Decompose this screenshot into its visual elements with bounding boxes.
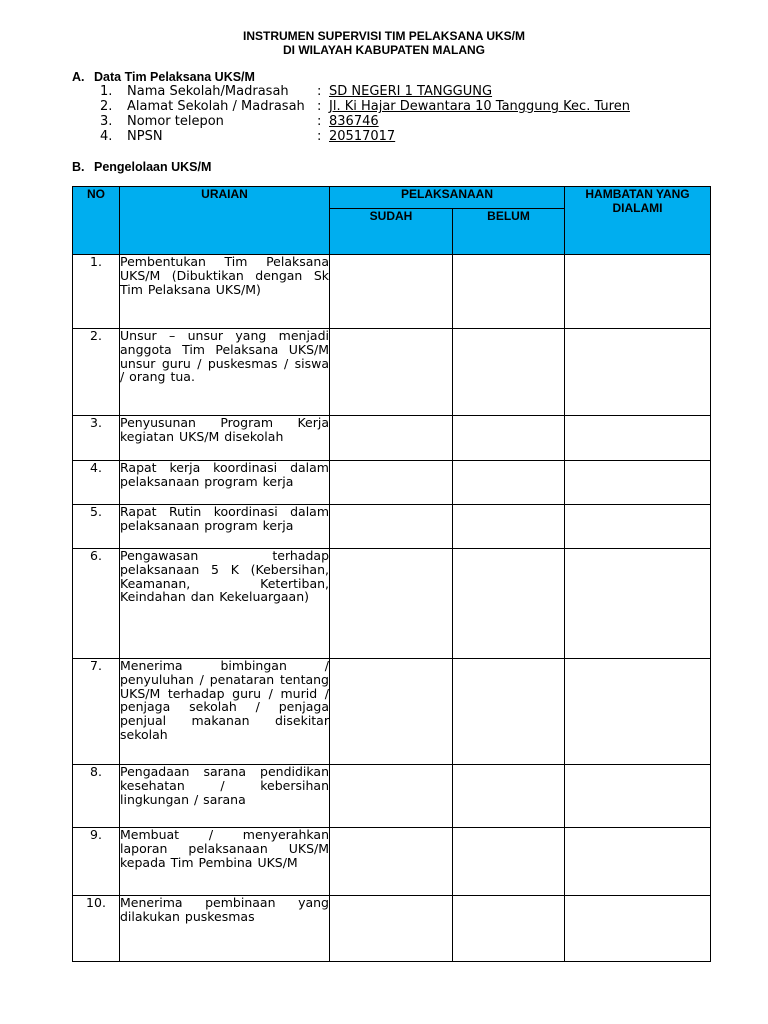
header-no: NO: [73, 187, 120, 255]
info-label: Alamat Sekolah / Madrasah: [127, 99, 305, 114]
cell-hambatan[interactable]: [565, 461, 711, 505]
section-b-letter: B.: [72, 160, 85, 174]
row-number: 10.: [73, 896, 120, 962]
row-description: Pengawasan terhadap pelaksanaan 5 K (Kebersihan, Keamanan, Ketertiban, Keindahan dan Kekeluargaan): [120, 549, 330, 659]
header-belum: BELUM: [453, 209, 565, 255]
row-number: 4.: [73, 461, 120, 505]
row-description: Pembentukan Tim Pelaksana UKS/M (Dibuktikan dengan Sk Tim Pelaksana UKS/M): [120, 255, 330, 329]
table-row: [73, 255, 711, 329]
table-row: [73, 505, 711, 549]
info-label: Nomor telepon: [127, 114, 224, 129]
section-a-title: Data Tim Pelaksana UKS/M: [94, 70, 255, 84]
row-number: 7.: [73, 659, 120, 765]
cell-hambatan[interactable]: [565, 329, 711, 416]
row-description: Rapat kerja koordinasi dalam pelaksanaan program kerja: [120, 461, 330, 505]
table-row: [73, 765, 711, 828]
header-pelaksanaan: PELAKSANAAN: [330, 187, 565, 209]
cell-belum[interactable]: [453, 255, 565, 329]
row-description: Unsur – unsur yang menjadi anggota Tim Pelaksana UKS/M unsur guru / puskesmas / siswa / orang tua.: [120, 329, 330, 416]
row-description: Pengadaan sarana pendidikan kesehatan / kebersihan lingkungan / sarana: [120, 765, 330, 828]
cell-belum[interactable]: [453, 549, 565, 659]
info-colon: :: [317, 114, 322, 129]
cell-hambatan[interactable]: [565, 416, 711, 461]
cell-hambatan[interactable]: [565, 828, 711, 896]
cell-belum[interactable]: [453, 461, 565, 505]
info-value-school-name: SD NEGERI 1 TANGGUNG: [329, 84, 493, 99]
cell-sudah[interactable]: [330, 896, 453, 962]
info-colon: :: [317, 84, 322, 99]
cell-sudah[interactable]: [330, 255, 453, 329]
info-number: 1.: [100, 84, 113, 99]
cell-sudah[interactable]: [330, 329, 453, 416]
cell-sudah[interactable]: [330, 416, 453, 461]
table-row: [73, 896, 711, 962]
cell-sudah[interactable]: [330, 765, 453, 828]
row-description: Membuat / menyerahkan laporan pelaksanaan UKS/M kepada Tim Pembina UKS/M: [120, 828, 330, 896]
info-row-address: [100, 99, 630, 114]
info-value-npsn: 20517017: [329, 129, 396, 144]
document-title-line-1: INSTRUMEN SUPERVISI TIM PELAKSANA UKS/M: [242, 29, 526, 43]
cell-sudah[interactable]: [330, 659, 453, 765]
table-row: [73, 659, 711, 765]
row-description: Menerima pembinaan yang dilakukan puskesmas: [120, 896, 330, 962]
row-number: 9.: [73, 828, 120, 896]
row-description: Penyusunan Program Kerja kegiatan UKS/M disekolah: [120, 416, 330, 461]
row-number: 2.: [73, 329, 120, 416]
info-number: 3.: [100, 114, 113, 129]
cell-sudah[interactable]: [330, 461, 453, 505]
cell-hambatan[interactable]: [565, 765, 711, 828]
cell-hambatan[interactable]: [565, 549, 711, 659]
info-value-address: Jl. Ki Hajar Dewantara 10 Tanggung Kec. Turen: [329, 99, 630, 114]
section-a-heading: [72, 70, 255, 84]
cell-hambatan[interactable]: [565, 505, 711, 549]
row-number: 3.: [73, 416, 120, 461]
section-b-title: Pengelolaan UKS/M: [94, 160, 212, 174]
info-row-phone: [100, 114, 630, 129]
row-number: 1.: [73, 255, 120, 329]
row-description: Menerima bimbingan / penyuluhan / penataran tentang UKS/M terhadap guru / murid / penjaga sekolah / penjaga penjual makanan disekitar sekolah: [120, 659, 330, 765]
cell-belum[interactable]: [453, 896, 565, 962]
info-number: 4.: [100, 129, 113, 144]
cell-sudah[interactable]: [330, 828, 453, 896]
school-info-list: [100, 84, 630, 144]
cell-sudah[interactable]: [330, 549, 453, 659]
supervision-table: [72, 186, 711, 962]
row-description: Rapat Rutin koordinasi dalam pelaksanaan program kerja: [120, 505, 330, 549]
info-number: 2.: [100, 99, 113, 114]
cell-belum[interactable]: [453, 416, 565, 461]
table-row: [73, 416, 711, 461]
cell-belum[interactable]: [453, 659, 565, 765]
cell-belum[interactable]: [453, 828, 565, 896]
info-value-phone: 836746: [329, 114, 379, 129]
table-row: [73, 828, 711, 896]
cell-sudah[interactable]: [330, 505, 453, 549]
table-row: [73, 461, 711, 505]
row-number: 8.: [73, 765, 120, 828]
cell-hambatan[interactable]: [565, 659, 711, 765]
info-label: Nama Sekolah/Madrasah: [127, 84, 289, 99]
section-b-heading: [72, 160, 211, 174]
info-colon: :: [317, 129, 322, 144]
cell-hambatan[interactable]: [565, 896, 711, 962]
info-colon: :: [317, 99, 322, 114]
cell-belum[interactable]: [453, 765, 565, 828]
header-uraian: URAIAN: [120, 187, 330, 255]
table-row: [73, 549, 711, 659]
info-row-npsn: [100, 129, 630, 144]
table-row: [73, 329, 711, 416]
info-row-school-name: [100, 84, 630, 99]
cell-hambatan[interactable]: [565, 255, 711, 329]
cell-belum[interactable]: [453, 329, 565, 416]
header-sudah: SUDAH: [330, 209, 453, 255]
document-title-line-2: DI WILAYAH KABUPATEN MALANG: [282, 43, 485, 57]
info-label: NPSN: [127, 129, 163, 144]
row-number: 5.: [73, 505, 120, 549]
header-hambatan: HAMBATAN YANG DIALAMI: [565, 187, 711, 255]
row-number: 6.: [73, 549, 120, 659]
section-a-letter: A.: [72, 70, 85, 84]
cell-belum[interactable]: [453, 505, 565, 549]
